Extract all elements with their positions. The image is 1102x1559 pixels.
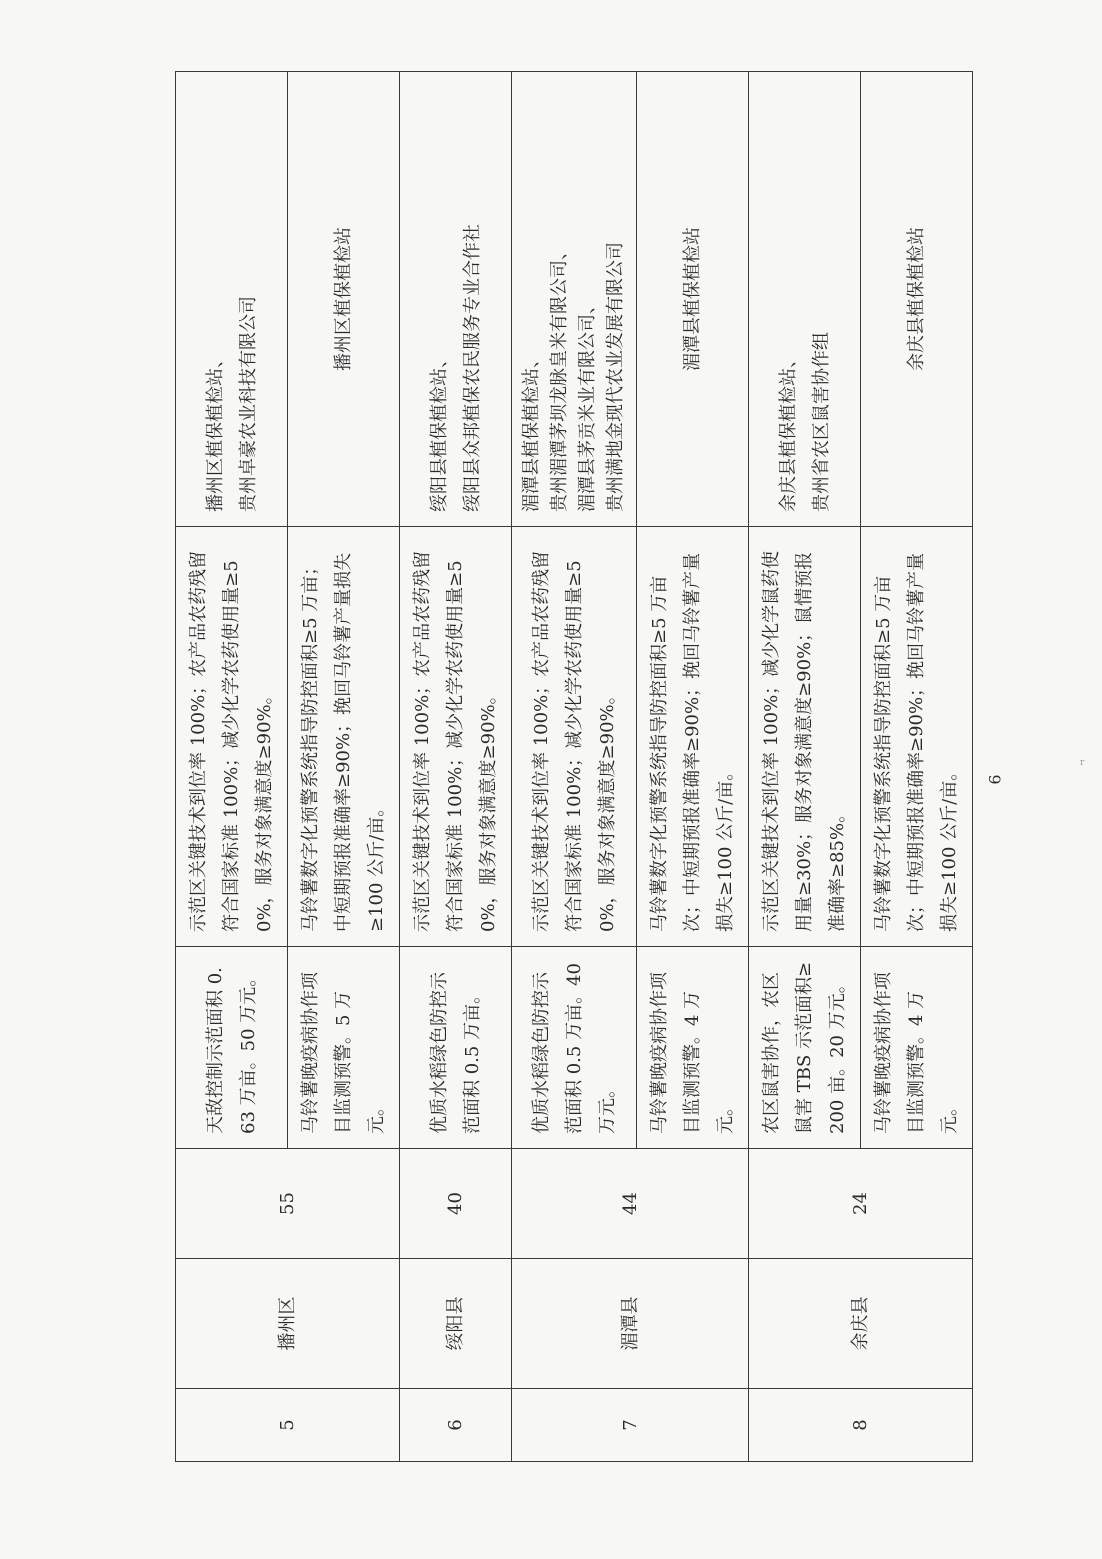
target-cell: 马铃薯数字化预警系统指导防控面积≥5 万亩次；中短期预报准确率≥90%；挽回马铃薯产量损失≥100 公斤/亩。: [861, 527, 973, 947]
county-cell: 湄潭县: [512, 1259, 749, 1389]
unit-line: 播州区植保植检站: [333, 227, 354, 371]
table-row: [400, 72, 512, 1462]
table-row: [512, 72, 637, 1462]
content-cell: 马铃薯晚疫病协作项目监测预警。4 万元。: [637, 947, 749, 1149]
unit-line: 绥阳县植保植检站、: [428, 350, 450, 512]
unit-cell: [861, 72, 973, 527]
content-cell: 优质水稻绿色防控示范面积 0.5 万亩。: [400, 947, 512, 1149]
county-cell: 余庆县: [749, 1259, 973, 1389]
table-row: [749, 72, 861, 1462]
project-table: [175, 71, 973, 1462]
target-cell: 示范区关键技术到位率 100%；减少化学鼠药使用量≥30%；服务对象满意度≥90%；鼠情预报准确率≥85%。: [749, 527, 861, 947]
row-number: 5: [176, 1389, 400, 1462]
county-cell: 绥阳县: [400, 1259, 512, 1389]
unit-cell: [400, 72, 512, 527]
content-cell: 农区鼠害协作，农区鼠害 TBS 示范面积≥200 亩。20 万元。: [749, 947, 861, 1149]
target-cell: 马铃薯数字化预警系统指导防控面积≥5 万亩；中短期预报准确率≥90%；挽回马铃薯产量损失≥100 公斤/亩。: [288, 527, 400, 947]
unit-cell: [512, 72, 637, 527]
table-row: [176, 72, 288, 1462]
rotated-table-container: [175, 72, 960, 1462]
stray-mark: r: [1080, 758, 1085, 768]
content-cell: 马铃薯晚疫病协作项目监测预警。5 万元。: [288, 947, 400, 1149]
content-cell: 优质水稻绿色防控示范面积 0.5 万亩。40 万元。: [512, 947, 637, 1149]
unit-line: 余庆县植保植检站、: [777, 350, 799, 512]
content-cell: 马铃薯晚疫病协作项目监测预警。4 万元。: [861, 947, 973, 1149]
unit-cell: [288, 72, 400, 527]
target-cell: 示范区关键技术到位率 100%；农产品农药残留符合国家标准 100%；减少化学农药使用量≥50%，服务对象满意度≥90%。: [400, 527, 512, 947]
county-cell: 播州区: [176, 1259, 400, 1389]
target-cell: 马铃薯数字化预警系统指导防控面积≥5 万亩次；中短期预报准确率≥90%；挽回马铃薯产量损失≥100 公斤/亩。: [637, 527, 749, 947]
amount-cell: 55: [176, 1149, 400, 1259]
unit-cell: [176, 72, 288, 527]
unit-line: 播州区植保植检站、: [204, 350, 226, 512]
unit-line: 湄潭县茅贡米业有限公司、: [577, 296, 598, 512]
page-number: 6: [985, 774, 1005, 785]
unit-line: 湄潭县植保植检站: [682, 227, 703, 371]
row-number: 8: [749, 1389, 973, 1462]
row-number: 6: [400, 1389, 512, 1462]
unit-cell: [749, 72, 861, 527]
unit-line: 贵州卓豪农业科技有限公司: [237, 296, 259, 512]
unit-line: 贵州满地金现代农业发展有限公司: [605, 242, 626, 512]
unit-line: 绥阳县众邦植保农民服务专业合作社: [461, 224, 483, 512]
amount-cell: 40: [400, 1149, 512, 1259]
unit-cell: [637, 72, 749, 527]
target-cell: 示范区关键技术到位率 100%；农产品农药残留符合国家标准 100%；减少化学农药使用量≥50%，服务对象满意度≥90%。: [176, 527, 288, 947]
unit-line: 贵州省农区鼠害协作组: [810, 332, 832, 512]
unit-line: 余庆县植保植检站: [906, 227, 927, 371]
amount-cell: 24: [749, 1149, 973, 1259]
row-number: 7: [512, 1389, 749, 1462]
unit-line: 贵州湄潭茅坝龙脉皇米有限公司、: [549, 242, 570, 512]
unit-line: 湄潭县植保植检站、: [521, 350, 542, 512]
target-cell: 示范区关键技术到位率 100%；农产品农药残留符合国家标准 100%；减少化学农药使用量≥50%，服务对象满意度≥90%。: [512, 527, 637, 947]
content-cell: 天敌控制示范面积 0.63 万亩。50 万元。: [176, 947, 288, 1149]
amount-cell: 44: [512, 1149, 749, 1259]
